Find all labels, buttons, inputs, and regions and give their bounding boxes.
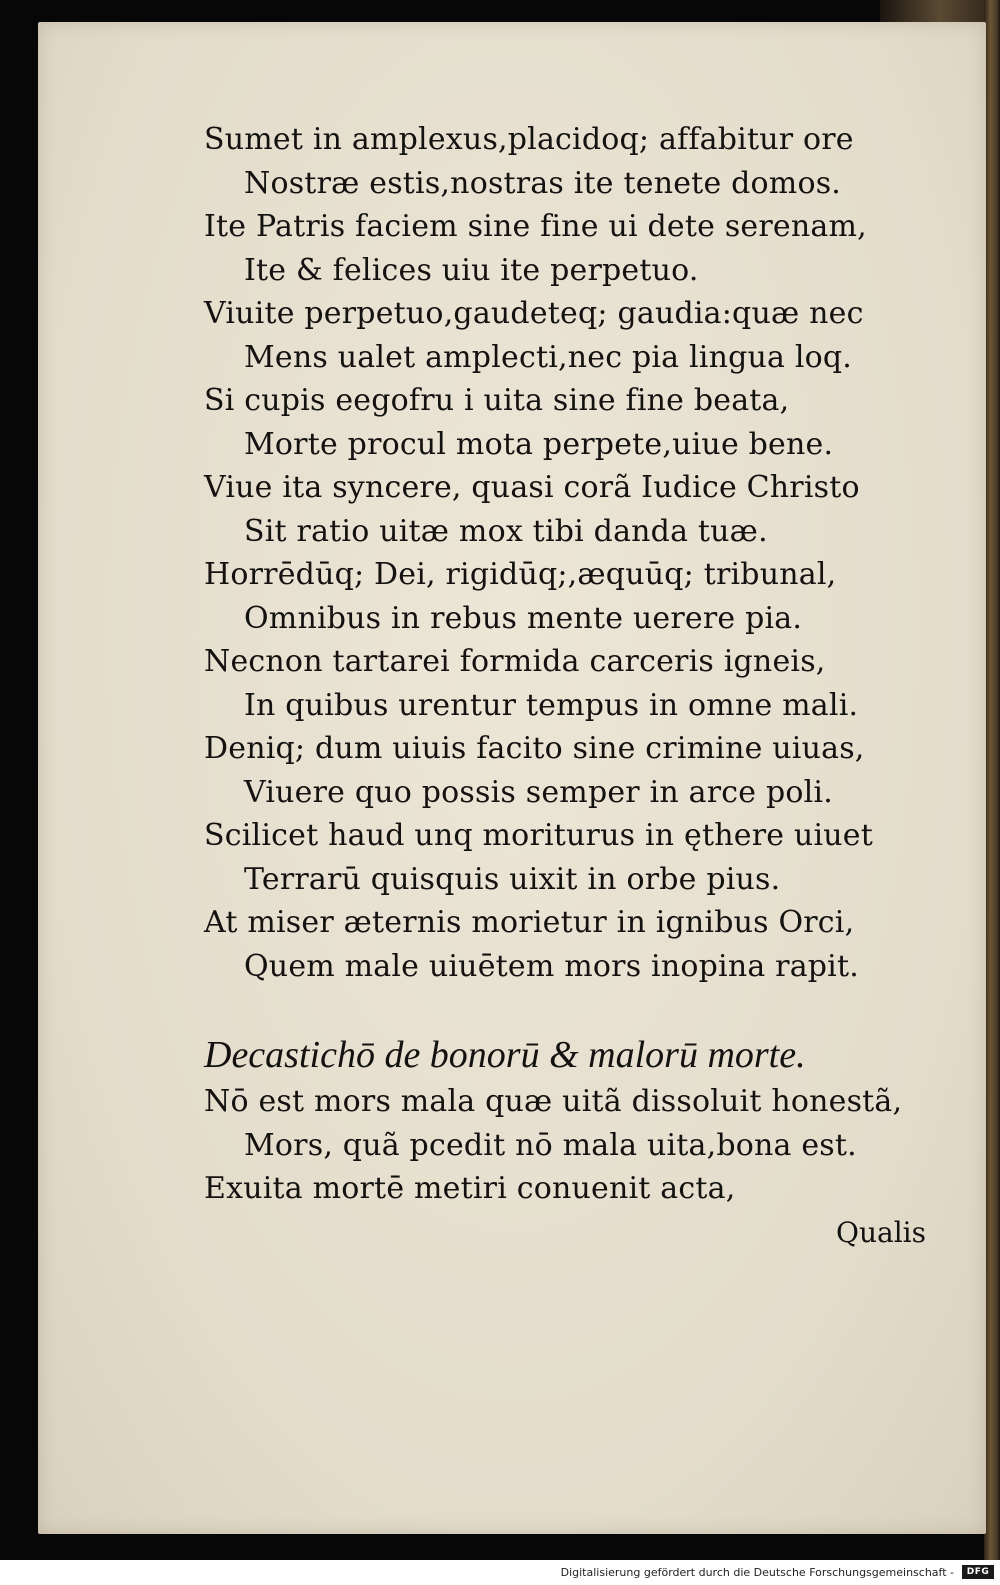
- verse-line: Nostræ estis,nostras ite tenete domos.: [244, 165, 842, 201]
- verse-line: Ite & felices uiu ite perpetuo.: [244, 252, 699, 288]
- verse-line: Mors, quã pcedit nō mala uita,bona est.: [244, 1127, 857, 1163]
- verse-line: In quibus urentur tempus in omne mali.: [244, 687, 859, 723]
- verse-line: Scilicet haud unq moriturus in ęthere uiuet: [204, 818, 873, 853]
- poem-text: [204, 118, 944, 1254]
- verse-line: Necnon tartarei formida carceris igneis,: [204, 644, 826, 679]
- funding-credit: Digitalisierung gefördert durch die Deutsche Forschungsgemeinschaft -: [560, 1566, 954, 1579]
- verse-line: Ite Patris faciem sine fine ui dete serenam,: [204, 209, 867, 244]
- verse-line: Viue ita syncere, quasi corã Iudice Christo: [204, 470, 860, 505]
- verse-line: Sumet in amplexus,placidoq; affabitur ore: [204, 122, 854, 157]
- verse-line: Horrēdūq; Dei, rigidūq;,æquūq; tribunal,: [204, 557, 837, 592]
- catchword: Qualis: [836, 1215, 926, 1249]
- verse-line: Quem male uiuētem mors inopina rapit.: [244, 948, 859, 984]
- verse-line: Mens ualet amplecti,nec pia lingua loq.: [244, 339, 853, 375]
- verse-line: Nō est mors mala quæ uitã dissoluit honestã,: [204, 1084, 903, 1119]
- verse-line: Omnibus in rebus mente uerere pia.: [244, 600, 803, 636]
- verse-line: Terrarū quisquis uixit in orbe pius.: [244, 861, 781, 897]
- verse-line: Viuite perpetuo,gaudeteq; gaudia:quæ nec: [204, 296, 864, 331]
- verse-line: Exuita mortē metiri conuenit acta,: [204, 1171, 736, 1206]
- book-spine: [984, 0, 1000, 1560]
- verse-line: Sit ratio uitæ mox tibi danda tuæ.: [244, 513, 768, 549]
- verse-line: Si cupis eegofru i uita sine fine beata,: [204, 383, 790, 418]
- verse-line: Deniq; dum uiuis facito sine crimine uiuas,: [204, 731, 865, 766]
- verse-line: At miser æternis morietur in ignibus Orci,: [204, 905, 855, 940]
- section-heading: Decastichō de bonorū & malorū morte.: [204, 1034, 806, 1076]
- verse-line: Viuere quo possis semper in arce poli.: [244, 774, 833, 810]
- dfg-logo-icon: DFG: [962, 1565, 994, 1579]
- book-page: [38, 22, 986, 1534]
- verse-line: Morte procul mota perpete,uiue bene.: [244, 426, 834, 462]
- book-edge-top: [880, 0, 1000, 22]
- footer-bar: [0, 1560, 1000, 1585]
